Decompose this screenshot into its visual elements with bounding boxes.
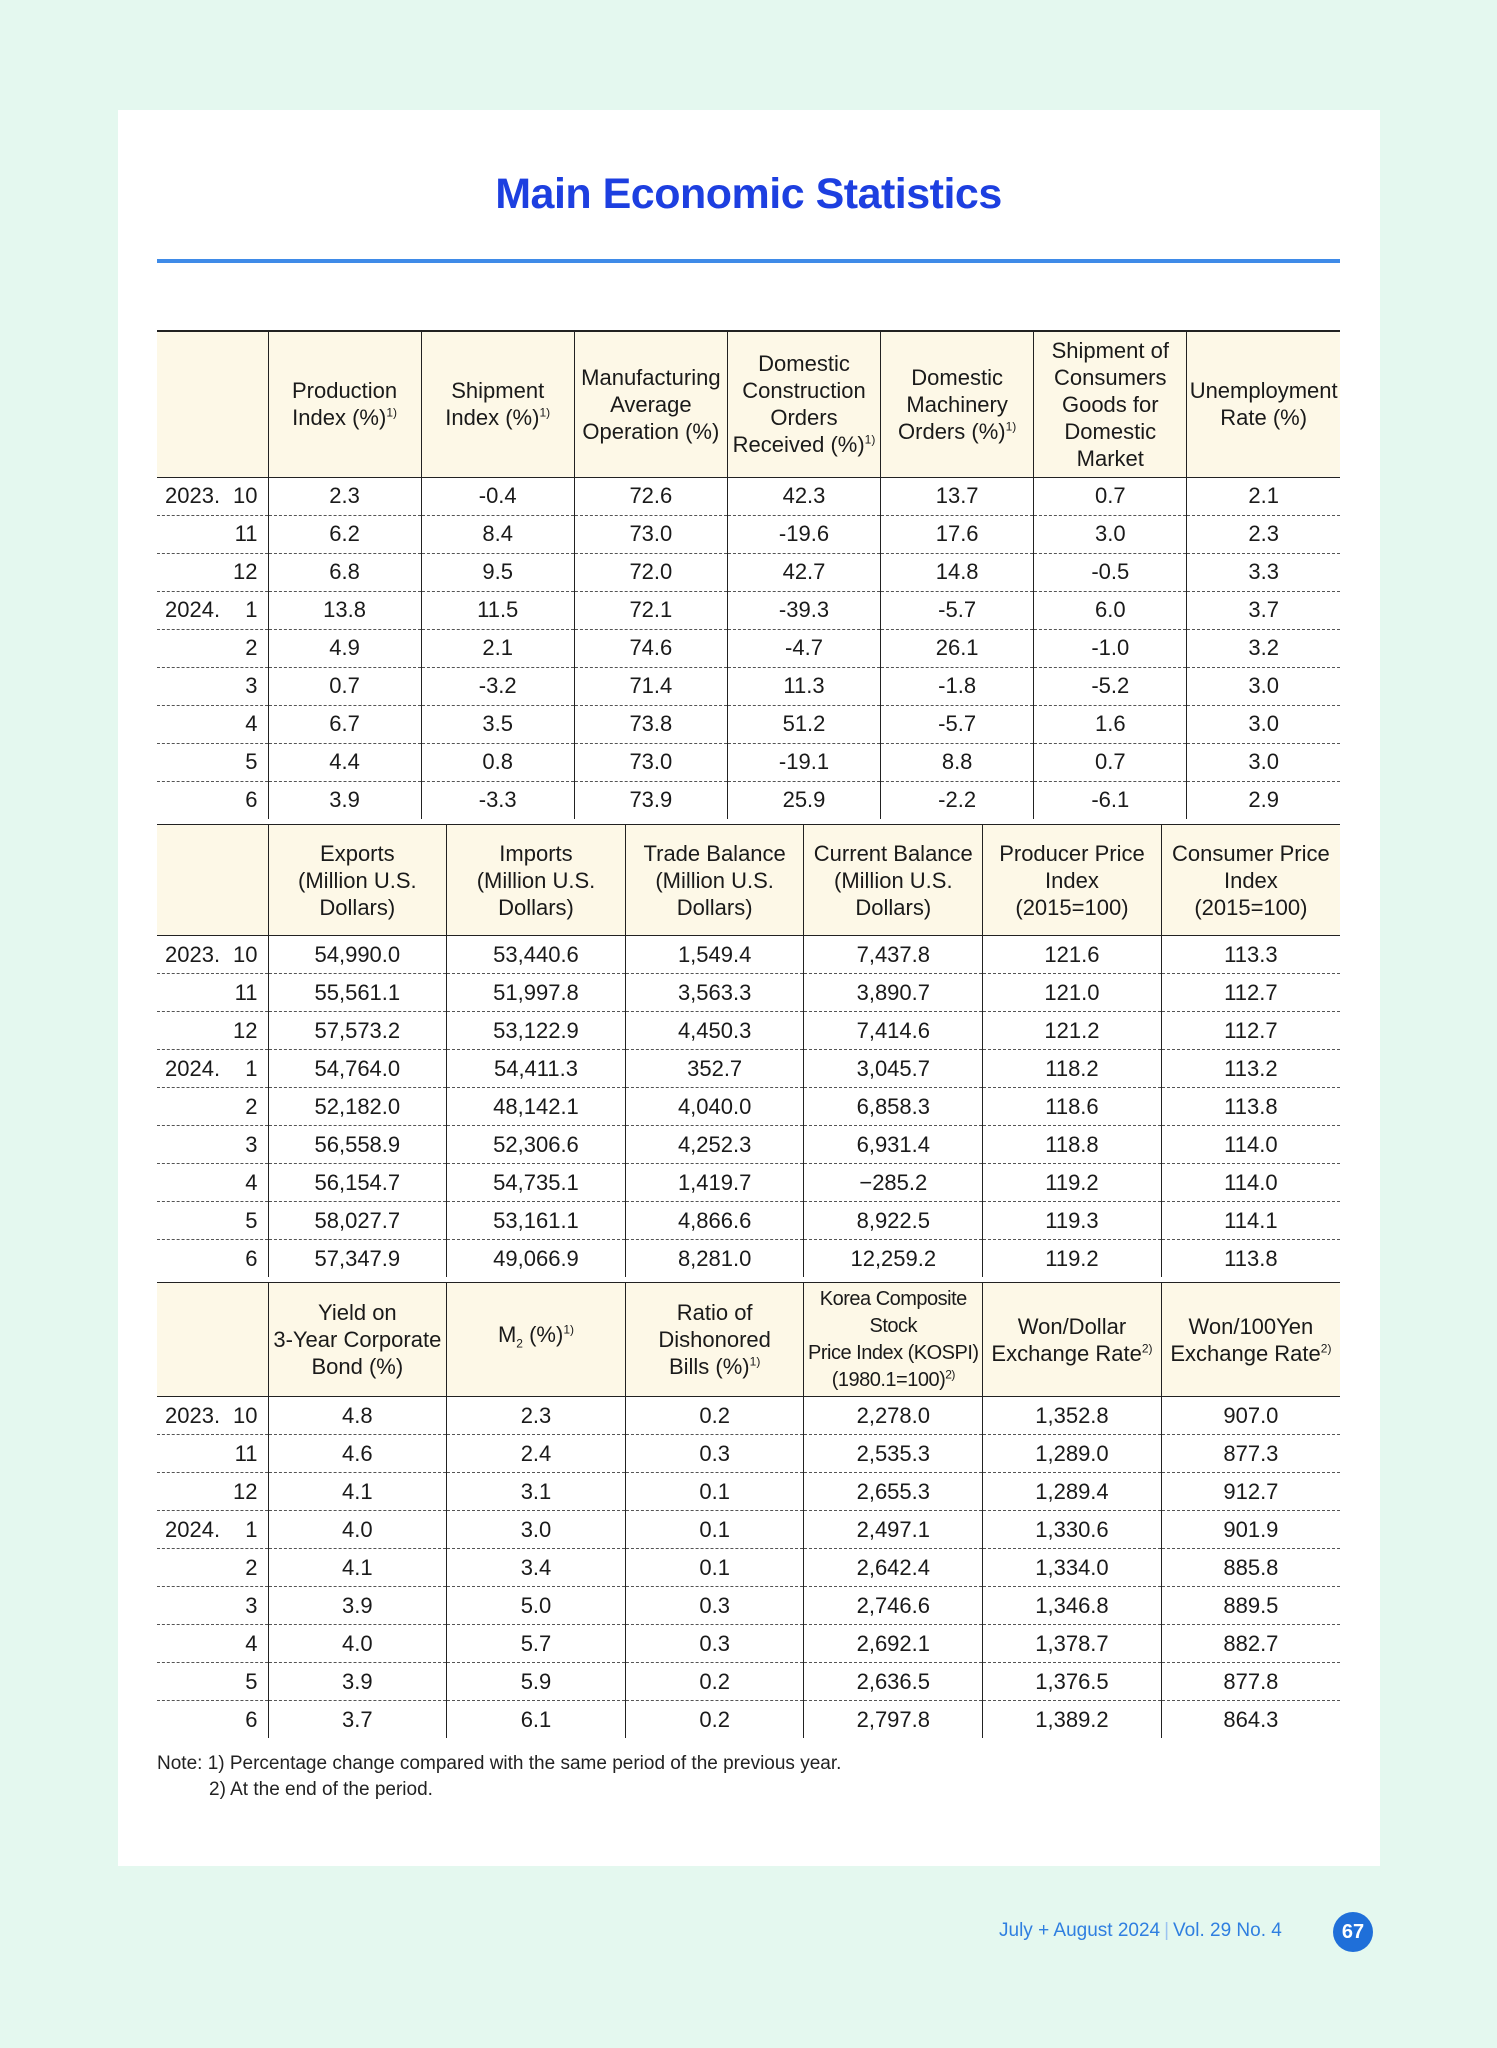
period-year: 2023. xyxy=(165,1402,221,1428)
period-month: 2 xyxy=(245,1093,258,1119)
period-month: 3 xyxy=(245,673,258,698)
period-cell xyxy=(157,477,268,515)
value-cell: -2.2 xyxy=(881,781,1034,819)
value-cell: 119.2 xyxy=(983,1240,1162,1278)
value-cell: 53,440.6 xyxy=(447,936,626,974)
period-month: 10 xyxy=(233,1402,258,1428)
period-cell xyxy=(157,743,268,781)
value-cell: 4.4 xyxy=(268,743,421,781)
value-cell: 121.2 xyxy=(983,1012,1162,1050)
construction-orders-header: Domestic Construction Orders Received (%)$^{1)}$ xyxy=(727,331,880,477)
value-cell: 2,797.8 xyxy=(804,1701,983,1739)
table-row xyxy=(157,1012,1340,1050)
table-row xyxy=(157,667,1340,705)
value-cell: 1,549.4 xyxy=(625,936,804,974)
period-cell xyxy=(157,1012,268,1050)
financial-table xyxy=(157,1282,1340,1738)
period-cell xyxy=(157,1625,268,1663)
value-cell: -0.5 xyxy=(1034,553,1187,591)
footnote-2: 2) At the end of the period. xyxy=(209,1779,433,1800)
value-cell: -3.3 xyxy=(421,781,574,819)
period-month: 2 xyxy=(245,1554,258,1580)
period-month: 11 xyxy=(234,521,258,546)
value-cell: 113.3 xyxy=(1161,936,1340,974)
table-row xyxy=(157,553,1340,591)
value-cell: -19.6 xyxy=(727,515,880,553)
table-row xyxy=(157,705,1340,743)
value-cell: 1,289.0 xyxy=(983,1435,1162,1473)
value-cell: 118.2 xyxy=(983,1050,1162,1088)
value-cell: 3.0 xyxy=(447,1511,626,1549)
table-row xyxy=(157,1397,1340,1435)
period-month: 6 xyxy=(245,787,258,812)
value-cell: 0.3 xyxy=(625,1587,804,1625)
value-cell: 51.2 xyxy=(727,705,880,743)
value-cell: 5.0 xyxy=(447,1587,626,1625)
value-cell: 3.0 xyxy=(1034,515,1187,553)
value-cell: 11.3 xyxy=(727,667,880,705)
period-cell xyxy=(157,1164,268,1202)
table-row xyxy=(157,974,1340,1012)
value-cell: 0.7 xyxy=(268,667,421,705)
value-cell: -1.8 xyxy=(881,667,1034,705)
value-cell: -6.1 xyxy=(1034,781,1187,819)
issue-date: July + August 2024 xyxy=(999,1920,1161,1941)
value-cell: 877.3 xyxy=(1161,1435,1340,1473)
period-cell xyxy=(157,1088,268,1126)
value-cell: 114.1 xyxy=(1161,1202,1340,1240)
value-cell: 1,419.7 xyxy=(625,1164,804,1202)
page-number: 67 xyxy=(1333,1912,1373,1952)
table-row xyxy=(157,1473,1340,1511)
period-year: 2024. xyxy=(165,1055,221,1081)
value-cell: 51,997.8 xyxy=(447,974,626,1012)
value-cell: 1,378.7 xyxy=(983,1625,1162,1663)
value-cell: 4.1 xyxy=(268,1549,447,1587)
period-month: 4 xyxy=(245,711,258,736)
value-cell: 48,142.1 xyxy=(447,1088,626,1126)
value-cell: 2.3 xyxy=(447,1397,626,1435)
value-cell: 8,281.0 xyxy=(625,1240,804,1278)
value-cell: 0.3 xyxy=(625,1435,804,1473)
value-cell: 25.9 xyxy=(727,781,880,819)
value-cell: 6,931.4 xyxy=(804,1126,983,1164)
period-month: 1 xyxy=(245,597,258,622)
producer-price-header: Producer Price Index (2015=100) xyxy=(983,825,1162,936)
value-cell: 4,450.3 xyxy=(625,1012,804,1050)
value-cell: -19.1 xyxy=(727,743,880,781)
period-month: 2 xyxy=(245,635,258,660)
value-cell: 3.7 xyxy=(268,1701,447,1739)
value-cell: 73.9 xyxy=(574,781,727,819)
trade-price-table xyxy=(157,824,1340,1277)
period-month: 6 xyxy=(245,1706,258,1732)
period-cell xyxy=(157,1435,268,1473)
value-cell: -5.7 xyxy=(881,705,1034,743)
period-month: 3 xyxy=(245,1131,258,1157)
period-cell xyxy=(157,1663,268,1701)
period-cell xyxy=(157,629,268,667)
value-cell: 52,306.6 xyxy=(447,1126,626,1164)
value-cell: 114.0 xyxy=(1161,1164,1340,1202)
period-header xyxy=(157,825,268,936)
consumer-goods-header: Shipment of Consumers Goods for Domestic Market xyxy=(1034,331,1187,477)
footnote-1: Note: 1) Percentage change compared with the same period of the previous year. xyxy=(157,1753,842,1774)
value-cell: 73.0 xyxy=(574,515,727,553)
period-month: 3 xyxy=(245,1592,258,1618)
table-row xyxy=(157,515,1340,553)
value-cell: 2,692.1 xyxy=(804,1625,983,1663)
period-month: 12 xyxy=(233,1017,258,1043)
period-cell xyxy=(157,1701,268,1739)
table-row xyxy=(157,1511,1340,1549)
value-cell: 74.6 xyxy=(574,629,727,667)
manufacturing-operation-header: Manufacturing Average Operation (%) xyxy=(574,331,727,477)
value-cell: 3.5 xyxy=(421,705,574,743)
value-cell: 54,735.1 xyxy=(447,1164,626,1202)
value-cell: 2,497.1 xyxy=(804,1511,983,1549)
value-cell: 0.1 xyxy=(625,1549,804,1587)
value-cell: 58,027.7 xyxy=(268,1202,447,1240)
table-row xyxy=(157,1663,1340,1701)
value-cell: 114.0 xyxy=(1161,1126,1340,1164)
value-cell: 113.8 xyxy=(1161,1088,1340,1126)
value-cell: -0.4 xyxy=(421,477,574,515)
value-cell: 118.6 xyxy=(983,1088,1162,1126)
value-cell: 119.2 xyxy=(983,1164,1162,1202)
value-cell: 3.7 xyxy=(1187,591,1340,629)
exports-header: Exports (Million U.S. Dollars) xyxy=(268,825,447,936)
value-cell: 3.3 xyxy=(1187,553,1340,591)
value-cell: 55,561.1 xyxy=(268,974,447,1012)
table-row xyxy=(157,1050,1340,1088)
period-month: 4 xyxy=(245,1630,258,1656)
period-month: 12 xyxy=(233,559,258,584)
value-cell: 2.3 xyxy=(1187,515,1340,553)
value-cell: 4.6 xyxy=(268,1435,447,1473)
value-cell: 8.4 xyxy=(421,515,574,553)
value-cell: 0.8 xyxy=(421,743,574,781)
period-cell xyxy=(157,1549,268,1587)
value-cell: 112.7 xyxy=(1161,1012,1340,1050)
value-cell: 11.5 xyxy=(421,591,574,629)
value-cell: 13.8 xyxy=(268,591,421,629)
value-cell: 73.8 xyxy=(574,705,727,743)
table-row xyxy=(157,1701,1340,1739)
value-cell: 52,182.0 xyxy=(268,1088,447,1126)
value-cell: 49,066.9 xyxy=(447,1240,626,1278)
period-year: 2023. xyxy=(165,483,221,508)
period-cell xyxy=(157,1050,268,1088)
value-cell: 113.2 xyxy=(1161,1050,1340,1088)
footnotes xyxy=(157,1751,841,1803)
value-cell: 3.1 xyxy=(447,1473,626,1511)
table-row xyxy=(157,1549,1340,1587)
value-cell: 4.0 xyxy=(268,1511,447,1549)
value-cell: 5.9 xyxy=(447,1663,626,1701)
value-cell: 14.8 xyxy=(881,553,1034,591)
period-cell xyxy=(157,1202,268,1240)
value-cell: 119.3 xyxy=(983,1202,1162,1240)
period-year: 2024. xyxy=(165,597,221,622)
volume-number: Vol. 29 No. 4 xyxy=(1173,1920,1282,1941)
value-cell: 73.0 xyxy=(574,743,727,781)
period-cell xyxy=(157,781,268,819)
corporate-bond-yield-header: Yield on 3-Year Corporate Bond (%) xyxy=(268,1283,447,1397)
period-cell xyxy=(157,553,268,591)
value-cell: 0.2 xyxy=(625,1701,804,1739)
period-cell xyxy=(157,1473,268,1511)
value-cell: 0.2 xyxy=(625,1663,804,1701)
period-cell xyxy=(157,515,268,553)
value-cell: 118.8 xyxy=(983,1126,1162,1164)
value-cell: 121.0 xyxy=(983,974,1162,1012)
value-cell: 0.2 xyxy=(625,1397,804,1435)
period-month: 11 xyxy=(234,1440,258,1466)
unemployment-header: Unemployment Rate (%) xyxy=(1187,331,1340,477)
value-cell: 6.8 xyxy=(268,553,421,591)
period-cell xyxy=(157,1240,268,1278)
value-cell: 2,278.0 xyxy=(804,1397,983,1435)
value-cell: 877.8 xyxy=(1161,1663,1340,1701)
value-cell: 56,154.7 xyxy=(268,1164,447,1202)
value-cell: 4.8 xyxy=(268,1397,447,1435)
period-month: 12 xyxy=(233,1478,258,1504)
table-row xyxy=(157,1435,1340,1473)
table-row xyxy=(157,743,1340,781)
value-cell: 6.2 xyxy=(268,515,421,553)
value-cell: 3.0 xyxy=(1187,743,1340,781)
period-cell xyxy=(157,705,268,743)
shipment-index-header: Shipment Index (%)$^{1)}$ xyxy=(421,331,574,477)
value-cell: 3,890.7 xyxy=(804,974,983,1012)
value-cell: 1,389.2 xyxy=(983,1701,1162,1739)
footer-separator: | xyxy=(1164,1920,1170,1941)
value-cell: 889.5 xyxy=(1161,1587,1340,1625)
value-cell: 1,352.8 xyxy=(983,1397,1162,1435)
value-cell: 3.2 xyxy=(1187,629,1340,667)
value-cell: 3.9 xyxy=(268,1663,447,1701)
production-index-header: Production Index (%)$^{1)}$ xyxy=(268,331,421,477)
table-row xyxy=(157,1126,1340,1164)
value-cell: 5.7 xyxy=(447,1625,626,1663)
value-cell: 17.6 xyxy=(881,515,1034,553)
value-cell: −285.2 xyxy=(804,1164,983,1202)
trade-balance-header: Trade Balance (Million U.S. Dollars) xyxy=(625,825,804,936)
value-cell: 6.1 xyxy=(447,1701,626,1739)
value-cell: 71.4 xyxy=(574,667,727,705)
value-cell: 4,040.0 xyxy=(625,1088,804,1126)
table-row xyxy=(157,936,1340,974)
value-cell: 3.0 xyxy=(1187,667,1340,705)
value-cell: 901.9 xyxy=(1161,1511,1340,1549)
page-title: Main Economic Statistics xyxy=(495,170,1002,218)
machinery-orders-header: Domestic Machinery Orders (%)$^{1)}$ xyxy=(881,331,1034,477)
period-month: 1 xyxy=(245,1516,258,1542)
period-header xyxy=(157,331,268,477)
value-cell: 2.4 xyxy=(447,1435,626,1473)
value-cell: 2,746.6 xyxy=(804,1587,983,1625)
value-cell: 4.9 xyxy=(268,629,421,667)
won-yen-header: Won/100Yen Exchange Rate$^{2)}$ xyxy=(1161,1283,1340,1397)
value-cell: 42.3 xyxy=(727,477,880,515)
value-cell: 0.7 xyxy=(1034,743,1187,781)
value-cell: 53,122.9 xyxy=(447,1012,626,1050)
value-cell: 53,161.1 xyxy=(447,1202,626,1240)
value-cell: 2,535.3 xyxy=(804,1435,983,1473)
value-cell: 4.1 xyxy=(268,1473,447,1511)
period-cell xyxy=(157,1587,268,1625)
table-row xyxy=(157,1625,1340,1663)
value-cell: 42.7 xyxy=(727,553,880,591)
period-cell xyxy=(157,1511,268,1549)
period-month: 4 xyxy=(245,1169,258,1195)
value-cell: 1,376.5 xyxy=(983,1663,1162,1701)
value-cell: 54,990.0 xyxy=(268,936,447,974)
period-month: 11 xyxy=(234,979,258,1005)
period-cell xyxy=(157,936,268,974)
current-balance-header: Current Balance (Million U.S. Dollars) xyxy=(804,825,983,936)
value-cell: 1,289.4 xyxy=(983,1473,1162,1511)
value-cell: -4.7 xyxy=(727,629,880,667)
value-cell: 8.8 xyxy=(881,743,1034,781)
period-header xyxy=(157,1283,268,1397)
value-cell: 4.0 xyxy=(268,1625,447,1663)
table-row xyxy=(157,1088,1340,1126)
value-cell: 6,858.3 xyxy=(804,1088,983,1126)
value-cell: 2.3 xyxy=(268,477,421,515)
value-cell: 2,655.3 xyxy=(804,1473,983,1511)
period-year: 2024. xyxy=(165,1516,221,1542)
value-cell: 4,866.6 xyxy=(625,1202,804,1240)
period-cell xyxy=(157,974,268,1012)
value-cell: 3,045.7 xyxy=(804,1050,983,1088)
value-cell: 12,259.2 xyxy=(804,1240,983,1278)
table-row xyxy=(157,781,1340,819)
period-year: 2023. xyxy=(165,941,221,967)
period-month: 5 xyxy=(245,1668,258,1694)
value-cell: 2.1 xyxy=(421,629,574,667)
value-cell: 54,764.0 xyxy=(268,1050,447,1088)
period-cell xyxy=(157,667,268,705)
value-cell: 352.7 xyxy=(625,1050,804,1088)
period-cell xyxy=(157,591,268,629)
value-cell: 13.7 xyxy=(881,477,1034,515)
value-cell: 56,558.9 xyxy=(268,1126,447,1164)
value-cell: 0.7 xyxy=(1034,477,1187,515)
kospi-header: Korea Composite Stock Price Index (KOSPI) (1980.1=100)$^{2)}$ xyxy=(804,1283,983,1397)
value-cell: 6.7 xyxy=(268,705,421,743)
value-cell: 3.4 xyxy=(447,1549,626,1587)
value-cell: 2.1 xyxy=(1187,477,1340,515)
value-cell: 1,334.0 xyxy=(983,1549,1162,1587)
period-month: 10 xyxy=(233,483,258,508)
value-cell: 113.8 xyxy=(1224,1245,1278,1271)
value-cell: 885.8 xyxy=(1161,1549,1340,1587)
period-month: 6 xyxy=(245,1245,258,1271)
value-cell: 2,636.5 xyxy=(804,1663,983,1701)
value-cell: 72.6 xyxy=(574,477,727,515)
production-table xyxy=(157,330,1340,819)
value-cell: 57,347.9 xyxy=(268,1240,447,1278)
value-cell: 3.9 xyxy=(268,1587,447,1625)
period-month: 10 xyxy=(233,941,258,967)
value-cell: -1.0 xyxy=(1034,629,1187,667)
value-cell: 6.0 xyxy=(1034,591,1187,629)
dishonored-bills-header: Ratio of Dishonored Bills (%)$^{1)}$ xyxy=(625,1283,804,1397)
value-cell: 882.7 xyxy=(1161,1625,1340,1663)
table-row xyxy=(157,629,1340,667)
value-cell: 3.9 xyxy=(268,781,421,819)
issue-footer xyxy=(999,1920,1282,1942)
value-cell: 0.1 xyxy=(625,1511,804,1549)
value-cell: -3.2 xyxy=(421,667,574,705)
value-cell: 2,642.4 xyxy=(804,1549,983,1587)
value-cell: 26.1 xyxy=(881,629,1034,667)
value-cell: 0.1 xyxy=(625,1473,804,1511)
period-month: 1 xyxy=(245,1055,258,1081)
value-cell: 7,437.8 xyxy=(804,936,983,974)
m2-header: $M_2$ (%)$^{1)}$ xyxy=(447,1283,626,1397)
value-cell: 2.9 xyxy=(1248,787,1279,812)
value-cell: 1,330.6 xyxy=(983,1511,1162,1549)
value-cell: 72.1 xyxy=(574,591,727,629)
value-cell: 907.0 xyxy=(1161,1397,1340,1435)
value-cell: 72.0 xyxy=(574,553,727,591)
value-cell: 9.5 xyxy=(421,553,574,591)
value-cell: 121.6 xyxy=(983,936,1162,974)
value-cell: 0.3 xyxy=(625,1625,804,1663)
table-row xyxy=(157,1240,1340,1278)
consumer-price-header: Consumer Price Index (2015=100) xyxy=(1161,825,1340,936)
table-row xyxy=(157,1587,1340,1625)
value-cell: 57,573.2 xyxy=(268,1012,447,1050)
value-cell: 112.7 xyxy=(1161,974,1340,1012)
value-cell: 3,563.3 xyxy=(625,974,804,1012)
table-row xyxy=(157,477,1340,515)
won-dollar-header: Won/Dollar Exchange Rate$^{2)}$ xyxy=(983,1283,1162,1397)
value-cell: 1,346.8 xyxy=(983,1587,1162,1625)
value-cell: 3.0 xyxy=(1187,705,1340,743)
value-cell: -5.7 xyxy=(881,591,1034,629)
value-cell: -5.2 xyxy=(1034,667,1187,705)
table-row xyxy=(157,1164,1340,1202)
table-row xyxy=(157,1202,1340,1240)
value-cell: 864.3 xyxy=(1223,1706,1279,1732)
value-cell: 1.6 xyxy=(1034,705,1187,743)
period-month: 5 xyxy=(245,749,258,774)
value-cell: 7,414.6 xyxy=(804,1012,983,1050)
value-cell: -39.3 xyxy=(727,591,880,629)
value-cell: 912.7 xyxy=(1161,1473,1340,1511)
period-cell xyxy=(157,1397,268,1435)
title-divider xyxy=(157,259,1340,263)
value-cell: 4,252.3 xyxy=(625,1126,804,1164)
period-month: 5 xyxy=(245,1207,258,1233)
value-cell: 54,411.3 xyxy=(447,1050,626,1088)
imports-header: Imports (Million U.S. Dollars) xyxy=(447,825,626,936)
table-row xyxy=(157,591,1340,629)
value-cell: 8,922.5 xyxy=(804,1202,983,1240)
period-cell xyxy=(157,1126,268,1164)
